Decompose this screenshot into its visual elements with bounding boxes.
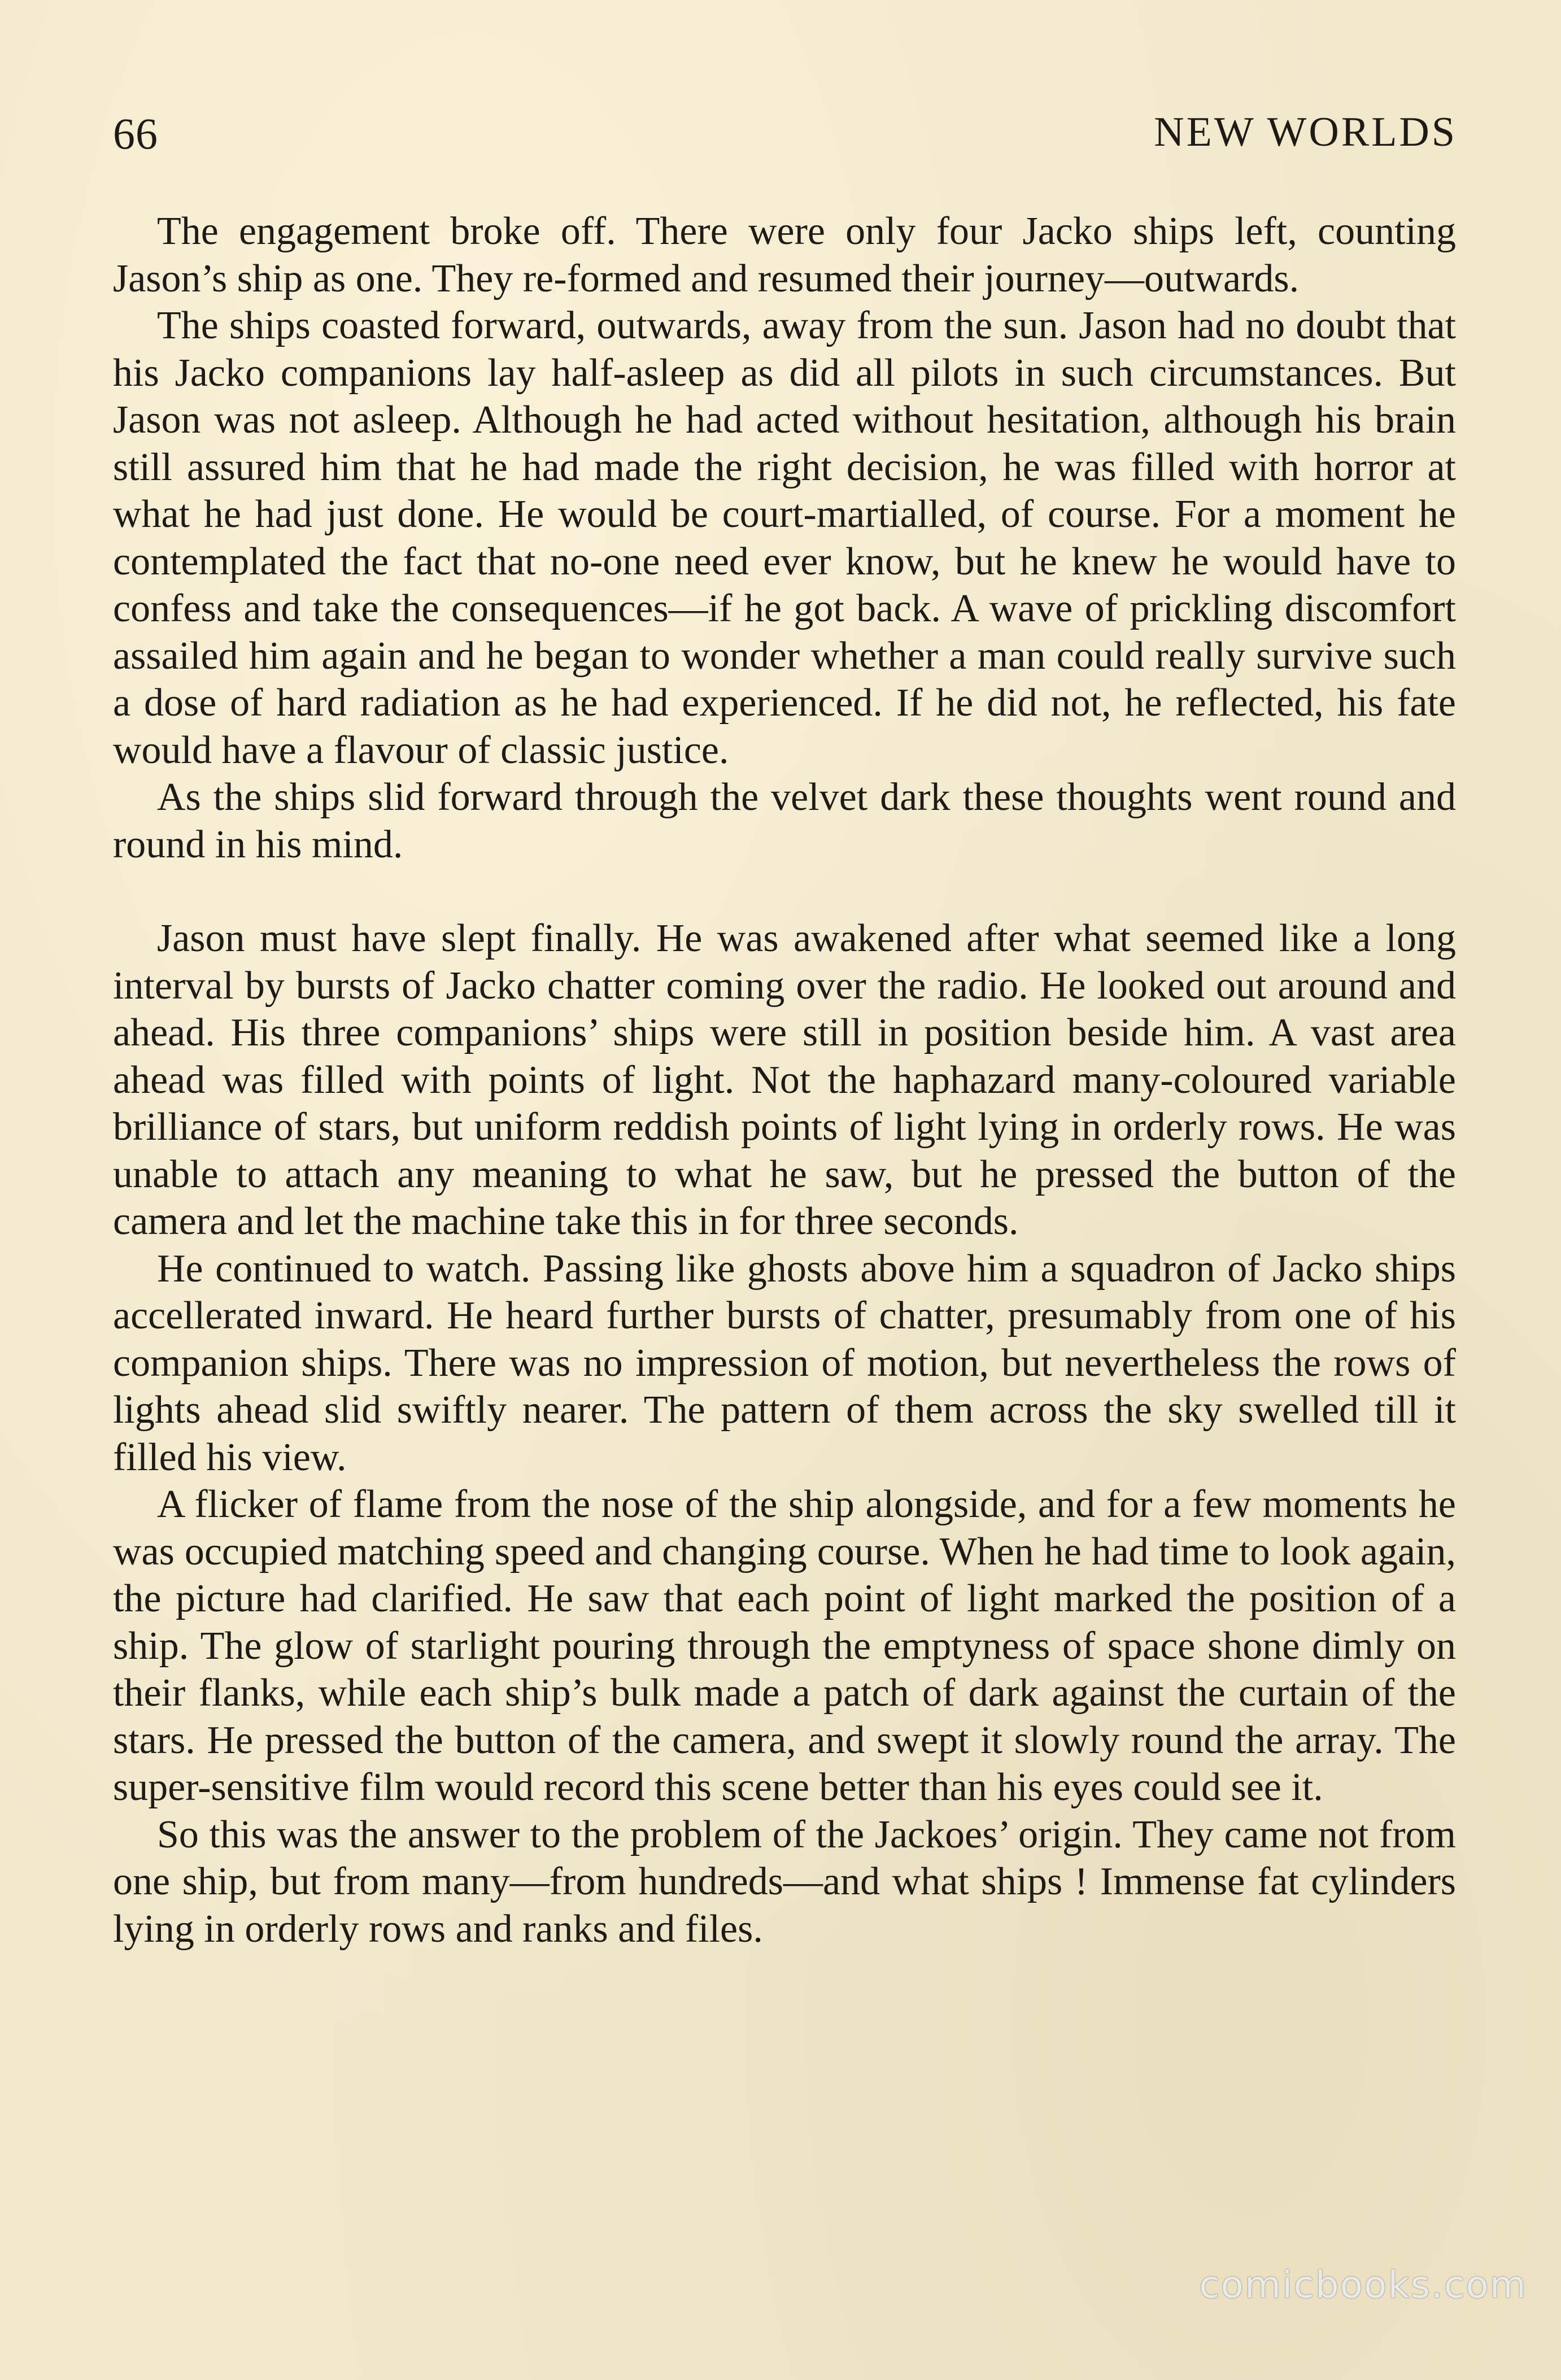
paragraph: So this was the answer to the problem of the Jackoes’ origin. They came not from one ship, but from many—from hundreds—and what ships ! Immense fat cylinders lying in orderly rows and ranks and files. <box>113 1812 1456 1951</box>
paragraph: He continued to watch. Passing like ghosts above him a squadron of Jacko ships accellerated inward. He heard further bursts of chatter, presumably from one of his companion ships. There was no impression of motion, but nevertheless the rows of lights ahead slid swiftly nearer. The pattern of them across the sky swelled till it filled his view. <box>113 1246 1456 1479</box>
paragraph: As the ships slid forward through the velvet dark these thoughts went round and round in his mind. <box>113 775 1456 866</box>
page-number: 66 <box>113 109 158 158</box>
paragraph: The engagement broke off. There were only four Jacko ships left, counting Jason’s ship as one. They re-formed and resumed their journey—outwards. <box>113 210 1456 300</box>
watermark: comicbooks.com <box>1199 2263 1527 2307</box>
running-head: NEW WORLDS <box>1154 109 1457 155</box>
page-header <box>113 108 1457 165</box>
body-text <box>113 208 1456 1952</box>
paragraph: The ships coasted forward, outwards, away from the sun. Jason had no doubt that his Jacko companions lay half-asleep as did all pilots in such circumstances. But Jason was not asleep. Although he had acted without hesitation, although his brain still assured him that he had made the right decision, he was filled with horror at what he had just done. He would be court-martialled, of course. For a moment he contemplated the fact that no-one need ever know, but he knew he would have to confess and take the consequences—if he got back. A wave of prickling discomfort assailed him again and he began to wonder whether a man could really survive such a dose of hard radiation as he had experienced. If he did not, he reflected, his fate would have a flavour of classic justice. <box>113 304 1456 772</box>
paragraph: Jason must have slept finally. He was awakened after what seemed like a long interval by bursts of Jacko chatter coming over the radio. He looked out around and ahead. His three companions’ ships were still in position beside him. A vast area ahead was filled with points of light. Not the haphazard many-coloured variable brilliance of stars, but uniform reddish points of light lying in orderly rows. He was unable to attach any meaning to what he saw, but he pressed the button of the camera and let the machine take this in for three seconds. <box>113 917 1456 1243</box>
paragraph: A flicker of flame from the nose of the ship alongside, and for a few moments he was occupied matching speed and changing course. When he had time to look again, the picture had clarified. He saw that each point of light marked the position of a ship. The glow of starlight pouring through the emptyness of space shone dimly on their flanks, while each ship’s bulk made a patch of dark against the curtain of the stars. He pressed the button of the camera, and swept it slowly round the array. The super-sensitive film would record this scene better than his eyes could see it. <box>113 1483 1456 1809</box>
